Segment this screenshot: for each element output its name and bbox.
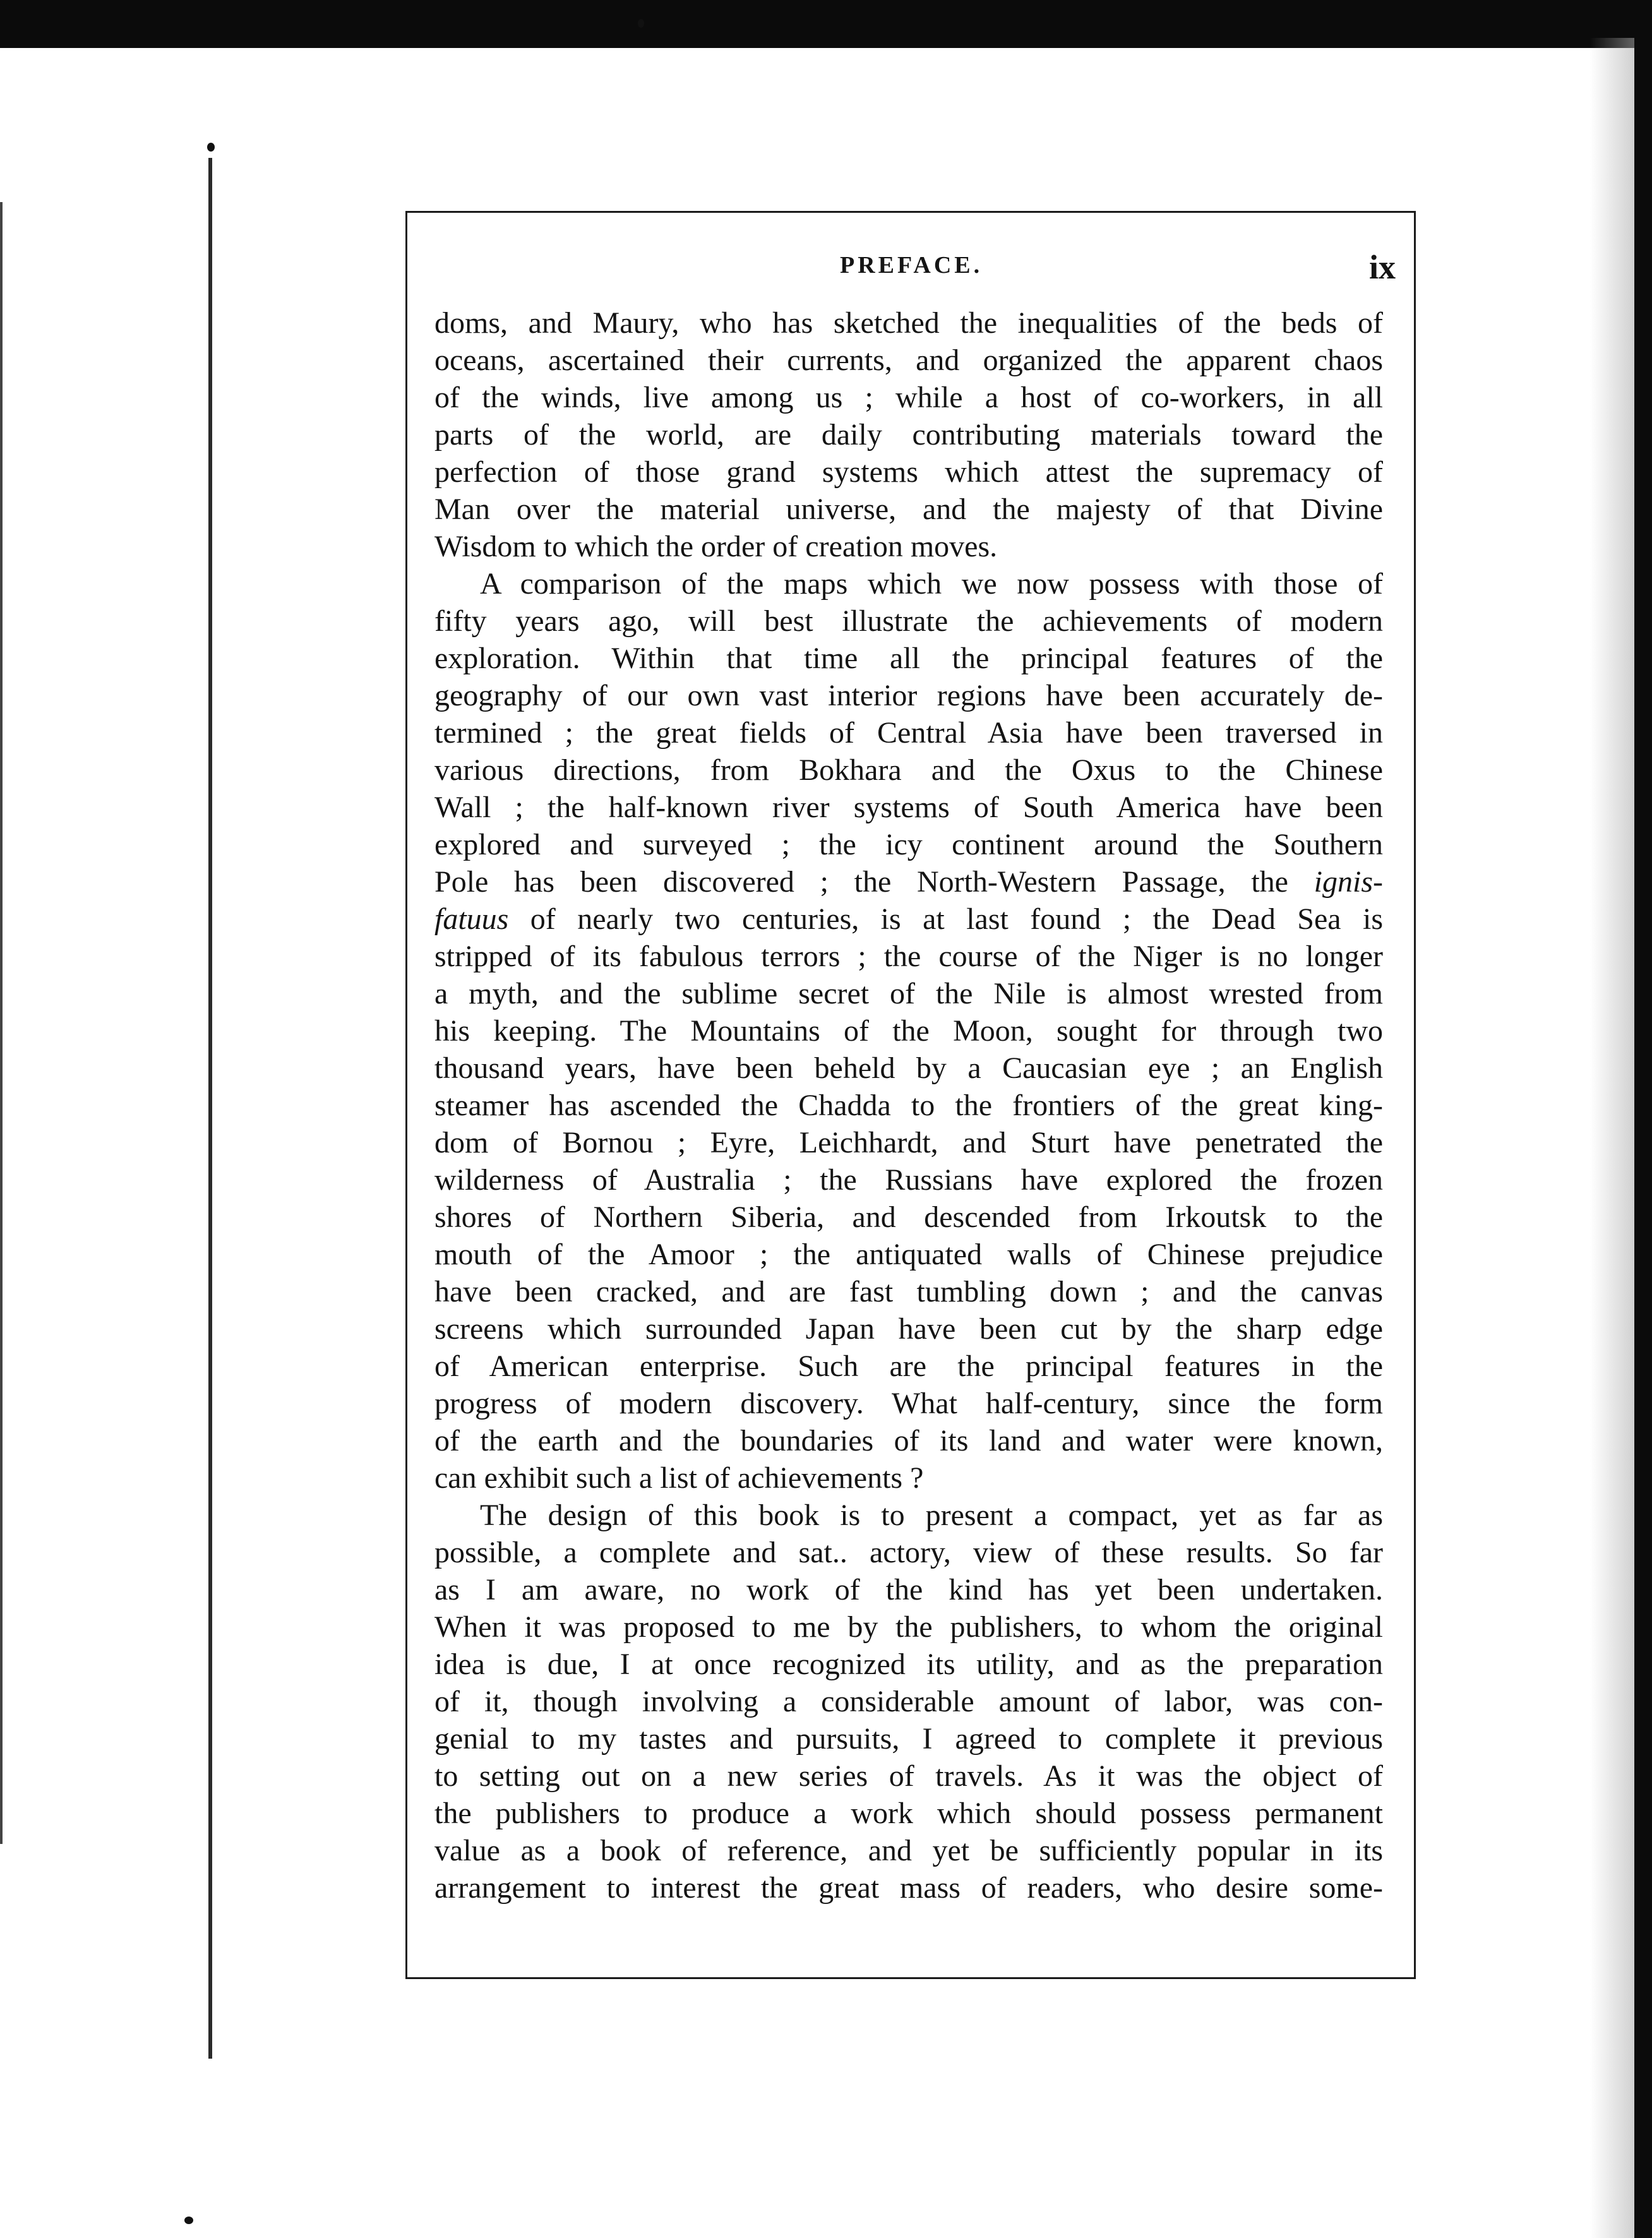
text-line: to setting out on a new series of travels. As it was the object of <box>434 1759 1383 1793</box>
text-line: Man over the material universe, and the majesty of that Divine <box>434 493 1383 526</box>
body-text <box>434 304 1383 1906</box>
text-line: dom of Bornou ; Eyre, Leichhardt, and Sturt have penetrated the <box>434 1126 1383 1159</box>
scan-speck <box>207 143 215 152</box>
page-number: ix <box>1368 248 1396 286</box>
text-line: of American enterprise. Such are the principal features in the <box>434 1349 1383 1383</box>
text-line: the publishers to produce a work which should possess permanent <box>434 1797 1383 1830</box>
text-line: as I am aware, no work of the kind has yet been undertaken. <box>434 1573 1383 1607</box>
text-line: When it was proposed to me by the publishers, to whom the original <box>434 1610 1383 1644</box>
text-line: perfection of those grand systems which attest the supremacy of <box>434 455 1383 489</box>
paragraph-3 <box>434 1497 1383 1906</box>
scan-top-border <box>0 0 1652 48</box>
text-line: of the winds, live among us ; while a host of co-workers, in all <box>434 381 1383 414</box>
text-line: exploration. Within that time all the principal features of the <box>434 642 1383 675</box>
text-line: value as a book of reference, and yet be sufficiently popular in its <box>434 1834 1383 1867</box>
text-line: have been cracked, and are fast tumbling down ; and the canvas <box>434 1275 1383 1308</box>
previous-page-edge <box>208 158 212 2059</box>
scan-speck <box>638 19 644 28</box>
text-line: Wall ; the half-known river systems of South America have been <box>434 791 1383 824</box>
text-line: geography of our own vast interior regions have been accurately de- <box>434 679 1383 712</box>
text-line: Wisdom to which the order of creation moves. <box>434 530 998 563</box>
text-line: wilderness of Australia ; the Russians have explored the frozen <box>434 1163 1383 1197</box>
scan-speck <box>184 2217 193 2224</box>
text-line: thousand years, have been beheld by a Caucasian eye ; an English <box>434 1051 1383 1085</box>
text-line: steamer has ascended the Chadda to the frontiers of the great king- <box>434 1089 1383 1122</box>
text-line: screens which surrounded Japan have been cut by the sharp edge <box>434 1312 1383 1346</box>
text-line: can exhibit such a list of achievements ? <box>434 1461 924 1495</box>
text-line: mouth of the Amoor ; the antiquated walls of Chinese prejudice <box>434 1238 1383 1271</box>
text-line: termined ; the great fields of Central Asia have been traversed in <box>434 716 1383 750</box>
text-line: of it, though involving a considerable amount of labor, was con- <box>434 1685 1383 1718</box>
text-line: shores of Northern Siberia, and descended from Irkoutsk to the <box>434 1200 1383 1234</box>
text-line: fatuus of nearly two centuries, is at last found ; the Dead Sea is <box>434 902 1383 936</box>
text-line: a myth, and the sublime secret of the Nile is almost wrested from <box>434 977 1383 1010</box>
running-head: PREFACE. <box>840 252 983 278</box>
paragraph-2 <box>434 565 1383 1497</box>
text-line: explored and surveyed ; the icy continent around the Southern <box>434 828 1383 861</box>
text-line: genial to my tastes and pursuits, I agreed to complete it previous <box>434 1722 1383 1756</box>
text-line: idea is due, I at once recognized its utility, and as the preparation <box>434 1648 1383 1681</box>
text-line: fifty years ago, will best illustrate the achievements of modern <box>434 604 1383 638</box>
text-line: his keeping. The Mountains of the Moon, sought for through two <box>434 1014 1383 1048</box>
paragraph-1 <box>434 304 1383 565</box>
text-line: arrangement to interest the great mass of readers, who desire some- <box>434 1871 1383 1905</box>
text-line: Pole has been discovered ; the North-Western Passage, the ignis- <box>434 865 1383 899</box>
text-line: A comparison of the maps which we now possess with those of <box>480 567 1383 601</box>
text-line: oceans, ascertained their currents, and organized the apparent chaos <box>434 344 1383 377</box>
scan-right-border <box>1634 0 1652 2238</box>
text-line: The design of this book is to present a compact, yet as far as <box>480 1499 1383 1532</box>
text-line: parts of the world, are daily contributing materials toward the <box>434 418 1383 452</box>
text-line: various directions, from Bokhara and the Oxus to the Chinese <box>434 753 1383 787</box>
text-line: progress of modern discovery. What half-century, since the form <box>434 1387 1383 1420</box>
scan-left-edge <box>0 202 3 1844</box>
page-header <box>442 248 1396 292</box>
page-edge-shadow <box>1590 38 1634 2238</box>
text-line: doms, and Maury, who has sketched the inequalities of the beds of <box>434 306 1383 340</box>
text-line: stripped of its fabulous terrors ; the course of the Niger is no longer <box>434 940 1383 973</box>
text-line: of the earth and the boundaries of its land and water were known, <box>434 1424 1383 1457</box>
text-line: possible, a complete and sat.. actory, view of these results. So far <box>434 1536 1383 1569</box>
